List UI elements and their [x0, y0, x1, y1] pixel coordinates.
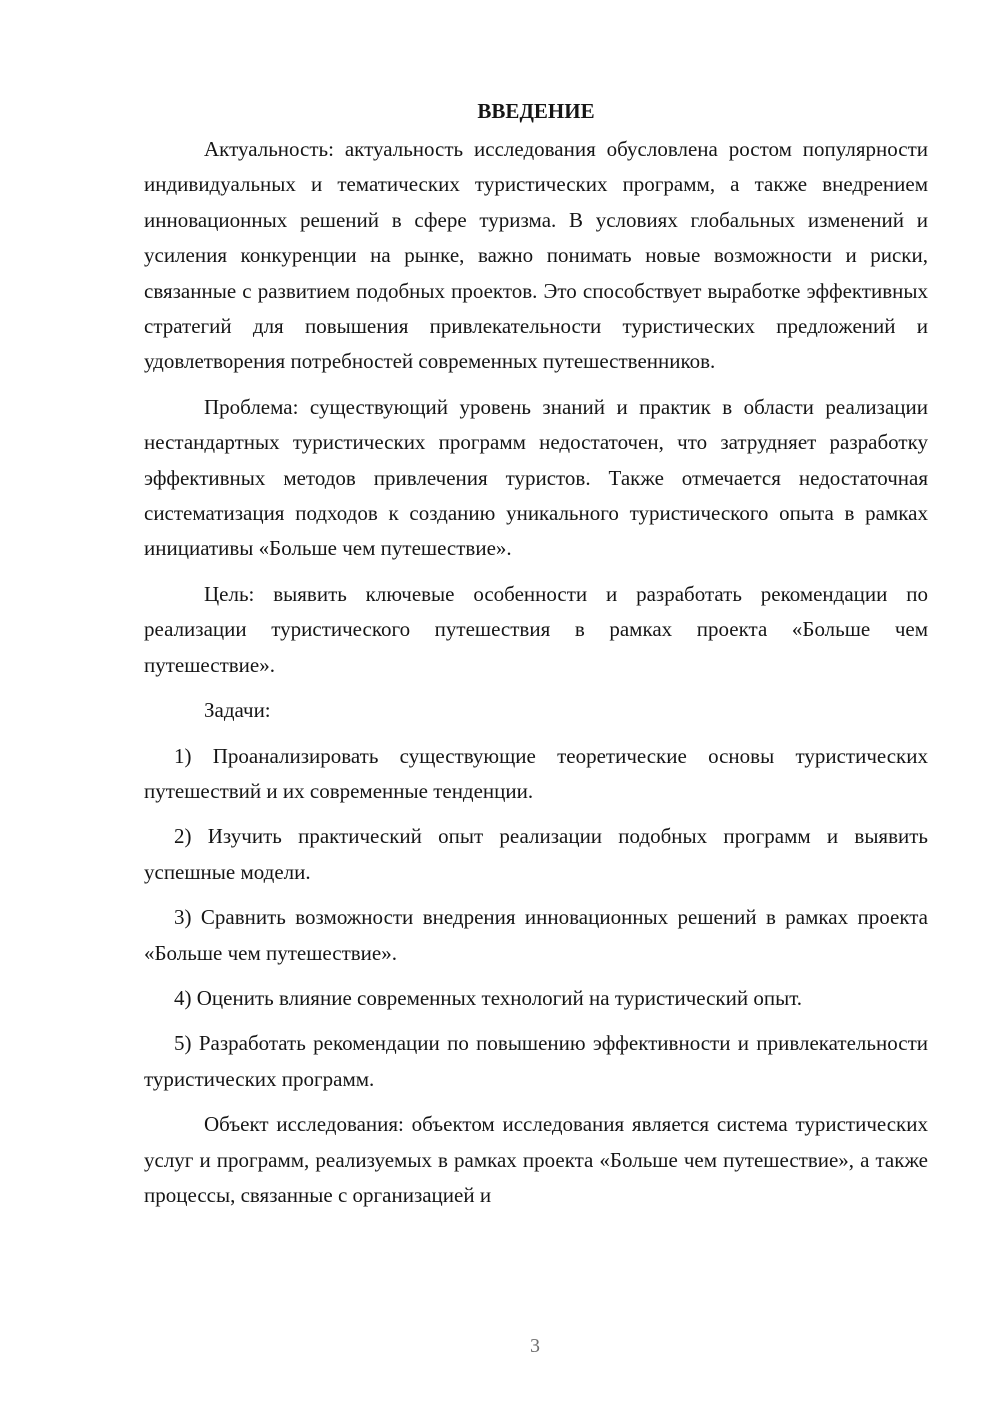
goal-paragraph: Цель: выявить ключевые особенности и разработать рекомендации по реализации туристического путешествия в рамках проекта «Больше чем путешествие». [144, 581, 928, 677]
task-item-5: 5) Разработать рекомендации по повышению эффективности и привлекательности туристических программ. [144, 1031, 928, 1091]
task-item-3: 3) Сравнить возможности внедрения инновационных решений в рамках проекта «Больше чем путешествие». [144, 905, 928, 965]
object-paragraph: Объект исследования: объектом исследования является система туристических услуг и программ, реализуемых в рамках проекта «Больше чем путешествие», а также процессы, связанные с организацией и [144, 1112, 928, 1207]
problem-paragraph: Проблема: существующий уровень знаний и практик в области реализации нестандартных туристических программ недостаточен, что затрудняет разработку эффективных методов привлечения туристов. Также отмечается недостаточная систематизация подходов к созданию уникального туристического опыта в рамках инициативы «Больше чем путешествие». [144, 394, 928, 561]
relevance-paragraph: Актуальность: актуальность исследования обусловлена ростом популярности индивидуальных и тематических туристических программ, а также внедрением инновационных решений в сфере туризма. В условиях глобальных изменений и усиления конкуренции на рынке, важно понимать новые возможности и риски, связанные с развитием подобных проектов. Это способствует выработке эффективных стратегий для повышения привлекательности туристических предложений и удовлетворения потребностей современных путешественников. [144, 137, 928, 374]
tasks-label: Задачи: [204, 698, 271, 723]
section-heading: ВВЕДЕНИЕ [477, 99, 595, 123]
document-page [144, 96, 928, 1316]
page-number: 3 [530, 1335, 540, 1357]
task-item-1: 1) Проанализировать существующие теоретические основы туристических путешествий и их современные тенденции. [144, 743, 928, 803]
task-item-4: 4) Оценить влияние современных технологий на туристический опыт. [174, 985, 803, 1010]
task-item-2: 2) Изучить практический опыт реализации подобных программ и выявить успешные модели. [144, 824, 928, 884]
